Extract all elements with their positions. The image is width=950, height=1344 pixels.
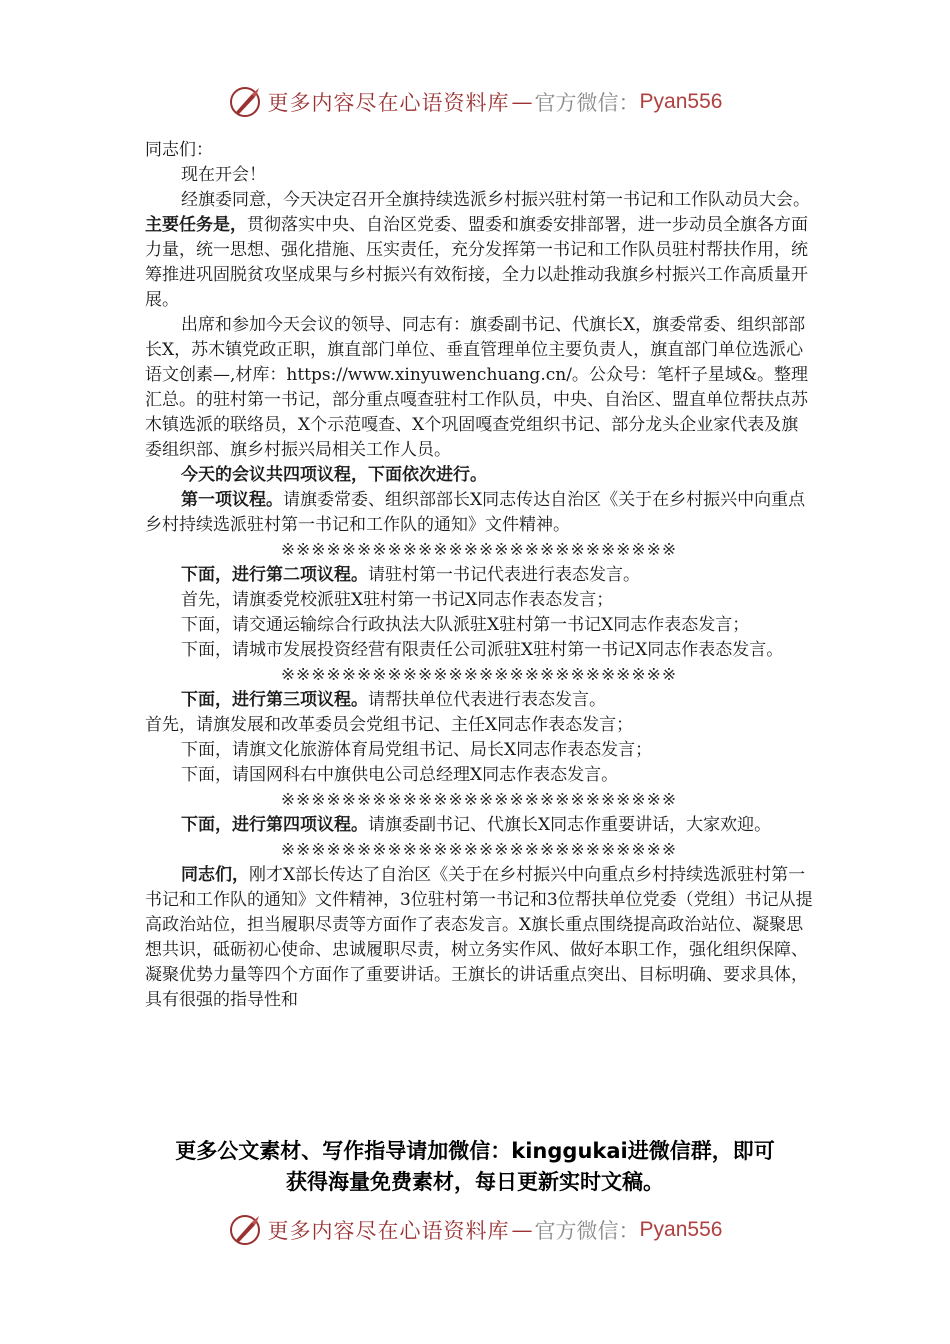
agenda-item-3-title: 下面，进行第三项议程。 — [181, 690, 368, 710]
banner-text: 更多内容尽在心语资料库 — [267, 91, 510, 115]
separator: ※※※※※※※※※※※※※※※※※※※※※※※※※※ — [280, 790, 678, 810]
speaker-3-1: 首先，请旗发展和改革委员会党组书记、主任X同志作表态发言； — [145, 715, 634, 735]
quill-logo-icon — [228, 1213, 262, 1247]
promo-line-2: 获得海量免费素材，每日更新实时文稿。 — [286, 1170, 664, 1194]
speaker-3-2: 下面，请旗文化旅游体育局党组书记、局长X同志作表态发言； — [181, 740, 653, 760]
agenda-item-1 — [145, 488, 813, 538]
agenda-item-3 — [145, 688, 813, 713]
intro-paragraph — [145, 188, 813, 313]
document-body — [145, 138, 813, 1013]
agenda-item-3-text: 请帮扶单位代表进行表态发言。 — [368, 690, 606, 710]
promo-line-1: 更多公文素材、写作指导请加微信：kinggukai进微信群，即可 — [175, 1139, 775, 1163]
agenda-item-4-text: 请旗委副书记、代旗长X同志作重要讲话，大家欢迎。 — [368, 815, 772, 835]
banner-account: Pyan556 — [639, 1218, 723, 1241]
banner-account: Pyan556 — [639, 90, 723, 113]
speaker-2-2: 下面，请交通运输综合行政执法大队派驻X驻村第一书记X同志作表态发言； — [181, 615, 750, 635]
banner-label: 官方微信： — [534, 1219, 640, 1243]
agenda-item-4 — [145, 813, 813, 838]
agenda-item-2 — [145, 563, 813, 588]
agenda-item-1-text: 请旗委常委、组织部部长X同志传达自治区《关于在乡村振兴中向重点乡村持续选派驻村第一书记和工作队的通知》文件精神。 — [145, 490, 806, 535]
closing-text: 刚才X部长传达了自治区《关于在乡村振兴中向重点乡村持续选派驻村第一书记和工作队的通知》文件精神，3位驻村第一书记和3位帮扶单位党委（党组）书记从提高政治站位，担当履职尽责等方面作了表态发言。X旗长重点围绕提高政治站位、凝聚思想共识，砥砺初心使命、忠诚履职尽责，树立务实作风、做好本职工作，强化组织保障、凝聚优势力量等四个方面作了重要讲话。王旗长的讲话重点突出、目标明确、要求具体，具有很强的指导性和 — [145, 865, 813, 1010]
intro-text-a: 经旗委同意，今天决定召开全旗持续选派乡村振兴驻村第一书记和工作队动员大会。 — [181, 190, 810, 210]
agenda-item-1-title: 第一项议程。 — [181, 490, 283, 510]
greeting: 同志们： — [145, 140, 213, 160]
agenda-item-2-title: 下面，进行第二项议程。 — [181, 565, 368, 585]
separator: ※※※※※※※※※※※※※※※※※※※※※※※※※※ — [280, 540, 678, 560]
header-banner — [0, 82, 950, 122]
separator: ※※※※※※※※※※※※※※※※※※※※※※※※※※ — [280, 840, 678, 860]
agenda-item-4-title: 下面，进行第四项议程。 — [181, 815, 368, 835]
speaker-2-1: 首先，请旗委党校派驻X驻村第一书记X同志作表态发言； — [181, 590, 614, 610]
footer-banner — [0, 1210, 950, 1250]
speaker-3-3: 下面，请国网科右中旗供电公司总经理X同志作表态发言。 — [181, 765, 619, 785]
banner-text: 更多内容尽在心语资料库 — [267, 1219, 510, 1243]
promo-note — [0, 1136, 950, 1198]
agenda-item-2-text: 请驻村第一书记代表进行表态发言。 — [368, 565, 640, 585]
separator: ※※※※※※※※※※※※※※※※※※※※※※※※※※ — [280, 665, 678, 685]
closing-title: 同志们， — [181, 865, 249, 885]
intro-text-c: 贯彻落实中央、自治区党委、盟委和旗委安排部署，进一步动员全旗各方面力量，统一思想、强化措施、压实责任，充分发挥第一书记和工作队员驻村帮扶作用，统筹推进巩固脱贫攻坚成果与乡村振兴有效衔接，全力以赴推动我旗乡村振兴工作高质量开展。 — [145, 215, 808, 310]
quill-logo-icon — [228, 85, 262, 119]
banner-dash: — — [511, 1218, 533, 1242]
attendees-paragraph: 出席和参加今天会议的领导、同志有：旗委副书记、代旗长X，旗委常委、组织部部长X，苏木镇党政正职，旗直部门单位、垂直管理单位主要负责人，旗直部门单位选派心语文创素—,材库：https://www.xinyuwenchuang.cn/。公众号：笔杆子星域&。整理汇总。的驻村第一书记，部分重点嘎查驻村工作队员，中央、自治区、盟直单位帮扶点苏木镇选派的联络员，X个示范嘎查、X个巩固嘎查党组织书记、部分龙头企业家代表及旗委组织部、旗乡村振兴局相关工作人员。 — [145, 315, 809, 460]
banner-dash: — — [511, 90, 533, 114]
main-task-label: 主要任务是， — [145, 215, 247, 235]
closing-paragraph — [145, 863, 813, 1013]
agenda-overview: 今天的会议共四项议程，下面依次进行。 — [181, 465, 487, 485]
banner-label: 官方微信： — [534, 91, 640, 115]
opening-line: 现在开会！ — [181, 165, 266, 185]
speaker-2-3: 下面，请城市发展投资经营有限责任公司派驻X驻村第一书记X同志作表态发言。 — [181, 640, 784, 660]
